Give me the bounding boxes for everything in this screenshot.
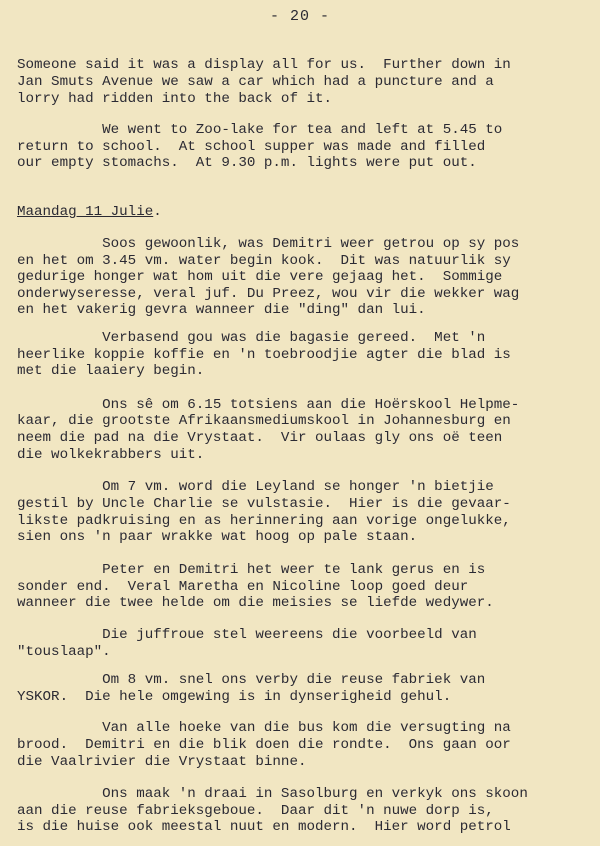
text-line: Van alle hoeke van die bus kom die versugting na bbox=[17, 720, 511, 736]
text-line: die Vaalrivier die Vrystaat binne. bbox=[17, 754, 307, 770]
text-line: lorry had ridden into the back of it. bbox=[17, 91, 333, 107]
text-line: sonder end. Veral Maretha en Nicoline loop goed deur bbox=[17, 579, 469, 595]
text-line: kaar, die grootste Afrikaansmediumskool in Johannesburg en bbox=[17, 413, 511, 429]
text-line: Verbasend gou was die bagasie gereed. Met 'n bbox=[17, 330, 486, 346]
heading-date: Maandag 11 Julie bbox=[17, 204, 154, 220]
text-line: brood. Demitri en die blik doen die rondte. Ons gaan oor bbox=[17, 737, 511, 753]
text-line: Om 7 vm. word die Leyland se honger 'n bietjie bbox=[17, 479, 494, 495]
text-line: sien ons 'n paar wrakke wat hoog op pale staan. bbox=[17, 529, 418, 545]
text-line: wanneer die twee helde om die meisies se liefde wedywer. bbox=[17, 595, 494, 611]
text-line: en het om 3.45 vm. water begin kook. Dit was natuurlik sy bbox=[17, 253, 511, 269]
text-line: en het vakerig gevra wanneer die "ding" dan lui. bbox=[17, 302, 426, 318]
text-line: Om 8 vm. snel ons verby die reuse fabriek van bbox=[17, 672, 486, 688]
text-line: Peter en Demitri het weer te lank gerus en is bbox=[17, 562, 486, 578]
text-line: met die laaiery begin. bbox=[17, 363, 205, 379]
text-line: die wolkekrabbers uit. bbox=[17, 447, 205, 463]
text-line: gedurige honger wat hom uit die vere gejaag het. Sommige bbox=[17, 269, 503, 285]
section-heading bbox=[17, 204, 162, 221]
text-line: heerlike koppie koffie en 'n toebroodjie agter die blad is bbox=[17, 347, 511, 363]
text-line: our empty stomachs. At 9.30 p.m. lights were put out. bbox=[17, 155, 477, 171]
text-line: Ons maak 'n draai in Sasolburg en verkyk ons skoon bbox=[17, 786, 528, 802]
text-line: likste padkruising en as herinnering aan vorige ongelukke, bbox=[17, 513, 511, 529]
page-number: - 20 - bbox=[269, 8, 330, 25]
text-line: Someone said it was a display all for us. Further down in bbox=[17, 57, 511, 73]
text-line: Jan Smuts Avenue we saw a car which had a puncture and a bbox=[17, 74, 494, 90]
text-line: is die huise ook meestal nuut en modern. Hier word petrol bbox=[17, 819, 511, 835]
text-line: aan die reuse fabrieksgeboue. Daar dit 'n nuwe dorp is, bbox=[17, 803, 494, 819]
text-line: return to school. At school supper was made and filled bbox=[17, 139, 486, 155]
text-line: Ons sê om 6.15 totsiens aan die Hoërskool Helpme- bbox=[17, 397, 520, 413]
text-line: neem die pad na die Vrystaat. Vir oulaas gly ons oë teen bbox=[17, 430, 503, 446]
text-line: YSKOR. Die hele omgewing is in dynserigheid gehul. bbox=[17, 689, 452, 705]
text-line: gestil by Uncle Charlie se vulstasie. Hier is die gevaar- bbox=[17, 496, 511, 512]
text-line: We went to Zoo-lake for tea and left at 5.45 to bbox=[17, 122, 503, 138]
text-line: Die juffroue stel weereens die voorbeeld van bbox=[17, 627, 477, 643]
text-line: "touslaap". bbox=[17, 644, 111, 660]
text-line: onderwyseresse, veral juf. Du Preez, wou vir die wekker wag bbox=[17, 286, 520, 302]
text-line: Soos gewoonlik, was Demitri weer getrou op sy pos bbox=[17, 236, 520, 252]
heading-period: . bbox=[153, 204, 162, 220]
